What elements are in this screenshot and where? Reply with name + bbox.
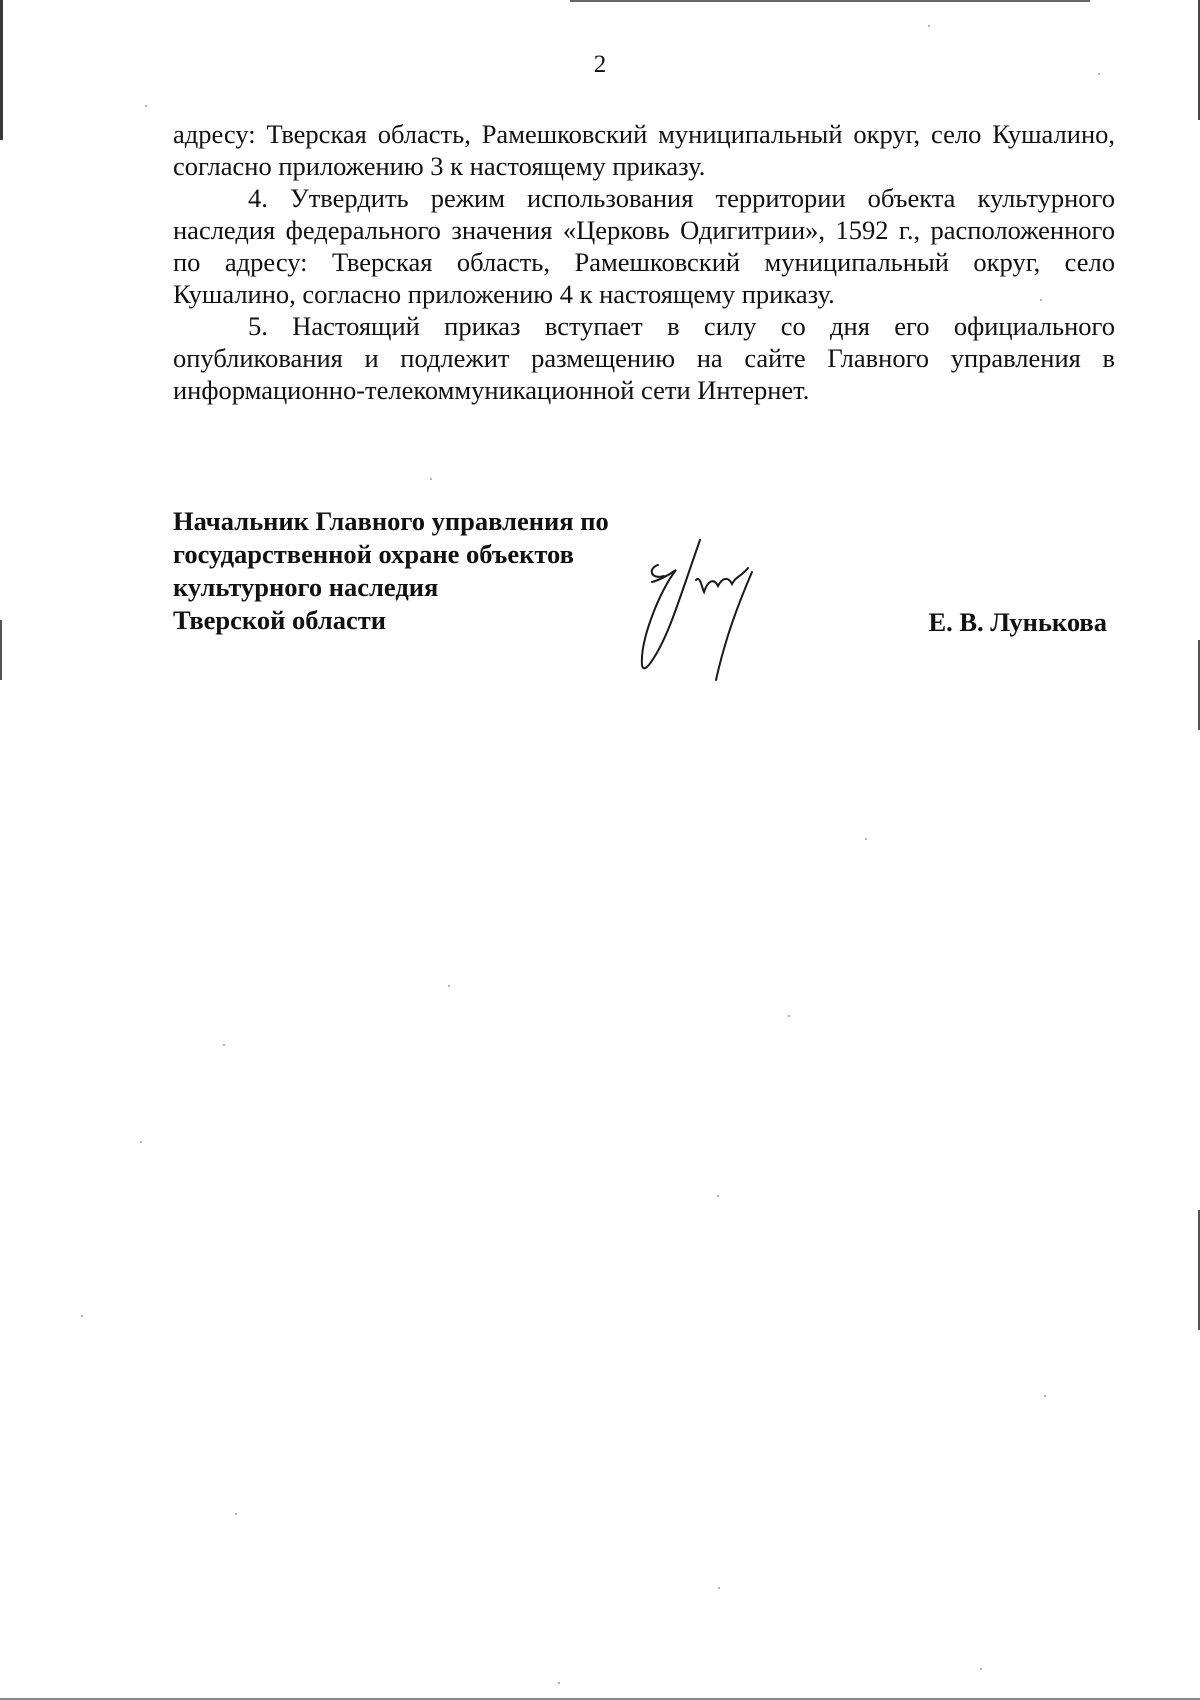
- page-number: 2: [593, 51, 607, 78]
- paragraph-item-4: 4. Утвердить режим использования территории объекта культурного наследия федерального значения «Церковь Одигитрии», 1592 г., расположенного по адресу: Тверская область, Рамешковский муниципальный округ, село Кушалино, согласно приложению 4 к настоящему приказу.: [173, 183, 1115, 309]
- scan-speck: [865, 838, 867, 840]
- paragraph-item-5: 5. Настоящий приказ вступает в силу со дня его официального опубликования и подлежит размещению на сайте Главного управления в информационно-телекоммуникационной сети Интернет.: [173, 311, 1115, 405]
- scan-speck: [430, 478, 432, 480]
- scan-speck: [145, 105, 147, 107]
- scan-speck: [980, 1668, 982, 1670]
- scan-speck: [928, 25, 930, 27]
- scan-speck: [140, 1141, 142, 1143]
- signatory-title-line: культурного наследия: [173, 572, 439, 602]
- signatory-title: [173, 505, 609, 637]
- scan-speck: [1040, 299, 1042, 301]
- scan-speck: [223, 1044, 225, 1046]
- scan-speck: [81, 1315, 83, 1317]
- signatory-title-line: Начальник Главного управления по: [173, 506, 609, 536]
- signatory-title-line: Тверской области: [173, 605, 386, 635]
- scan-edge: [0, 620, 2, 680]
- scan-speck: [558, 1682, 560, 1684]
- handwritten-signature: [630, 530, 820, 690]
- scan-edge: [570, 0, 1090, 2]
- scan-speck: [717, 1195, 719, 1197]
- scan-speck: [448, 985, 450, 987]
- document-body: [173, 118, 1115, 406]
- scan-speck: [718, 1587, 720, 1589]
- scan-speck: [235, 1513, 237, 1515]
- scan-speck: [788, 1015, 790, 1017]
- scan-speck: [1098, 73, 1100, 75]
- signatory-name: Е. В. Лунькова: [928, 607, 1107, 637]
- signatory-title-line: государственной охране объектов: [173, 539, 574, 569]
- paragraph-continuation: адресу: Тверская область, Рамешковский муниципальный округ, село Кушалино, согласно приложению 3 к настоящему приказу.: [173, 119, 1115, 181]
- scan-speck: [1044, 1395, 1046, 1397]
